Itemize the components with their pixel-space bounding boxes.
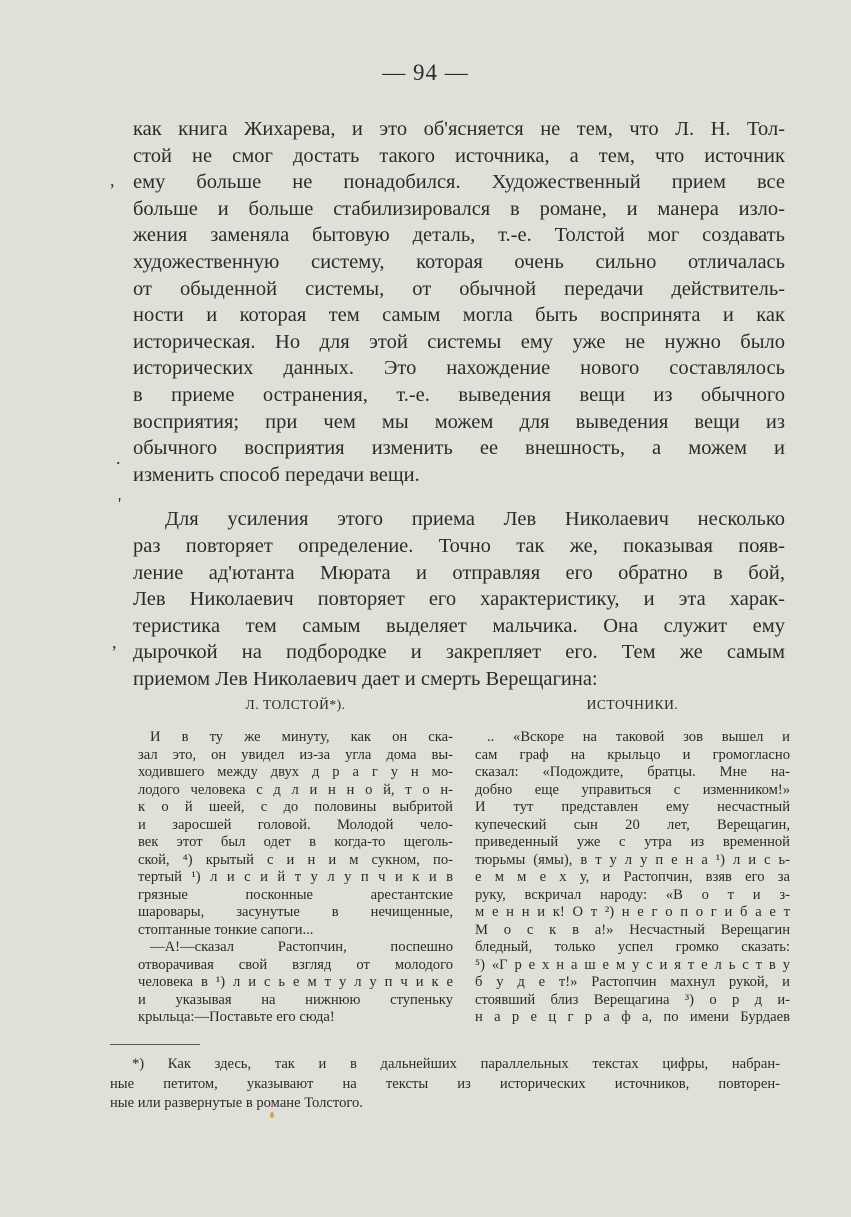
text-line: добно еще управиться с изменником!» bbox=[475, 781, 790, 798]
footnote bbox=[110, 1055, 780, 1114]
text-line: и заросшей головой. Молодой чело- bbox=[138, 816, 453, 833]
footnote-line: *) Как здесь, так и в дальнейших параллельных текстах цифры, набран- bbox=[132, 1056, 780, 1072]
text-line: ходившего между двух д р а г у н мо- bbox=[138, 764, 453, 780]
text-line: раз повторяет определение. Точно так же, показывая появ- bbox=[133, 534, 785, 557]
text-line: историческая. Но для этой системы ему уже не нужно было bbox=[133, 330, 785, 353]
text-line: исторических данных. Это нахождение нового составлялось bbox=[133, 357, 785, 380]
column-text bbox=[475, 729, 790, 1027]
text-line: приемом Лев Николаевич дает и смерть Верещагина: bbox=[133, 667, 598, 690]
footnote-line: ные или развернутые в романе Толстого. bbox=[110, 1095, 363, 1111]
paragraph-1 bbox=[133, 116, 785, 488]
text-line: грязные посконные арестантские bbox=[138, 886, 453, 903]
text-line: е м м е х у, и Растопчин, взяв его за bbox=[475, 869, 790, 885]
text-line: обычного восприятия изменить ее внешность, а можем и bbox=[133, 437, 785, 460]
text-line: Лев Николаевич повторяет его характеристику, и эта харак- bbox=[133, 588, 785, 611]
text-line: ление ад'ютанта Мюрата и отправляя его обратно в бой, bbox=[133, 561, 785, 584]
text-line: стой не смог достать такого источника, а тем, что источник bbox=[133, 144, 785, 167]
text-line: крыльца:—Поставьте его сюда! bbox=[138, 1009, 335, 1025]
text-line: зал это, он увидел из-за угла дома вы- bbox=[138, 746, 453, 763]
text-line: тертый ¹) л и с и й т у л у п ч и к и в bbox=[138, 869, 453, 885]
text-line: бледный, только успел громко сказать: bbox=[475, 939, 790, 955]
text-line: ности и которая тем самым могла быть воспринята и как bbox=[133, 304, 785, 327]
text-line: век этот был одет в когда-то щеголь- bbox=[138, 834, 453, 850]
text-line: отворачивая свой взгляд от молодого bbox=[138, 956, 453, 973]
text-line: изменить способ передачи вещи. bbox=[133, 463, 420, 486]
text-line: ⁵) «Г р е х н а ш е м у с и я т е л ь с т в у bbox=[475, 956, 790, 973]
page-number: — 94 — bbox=[382, 60, 469, 85]
column-heading: Л. ТОЛСТОЙ*). bbox=[245, 697, 346, 712]
sources-column bbox=[475, 697, 790, 1027]
text-line: —А!—сказал Растопчин, поспешно bbox=[150, 939, 453, 955]
footnote-divider bbox=[110, 1044, 200, 1045]
text-line: ему больше не понадобился. Художественный прием все bbox=[133, 171, 785, 194]
text-line: ской, ⁴) крытый с и н и м сукном, по- bbox=[138, 851, 453, 868]
text-line: больше и больше стабилизировался в романе, и манера изло- bbox=[133, 197, 785, 220]
text-line: приведенный уже с утра из временной bbox=[475, 834, 790, 850]
text-line: купеческий сын 20 лет, Верещагин, bbox=[475, 816, 790, 833]
text-line: в приеме остранения, т.-е. выведения вещи из обычного bbox=[133, 383, 785, 406]
text-line: дырочкой на подбородке и закрепляет его. Тем же самым bbox=[133, 641, 785, 664]
margin-mark: ' bbox=[118, 494, 122, 514]
text-line: к о й шеей, с до половины выбритой bbox=[138, 799, 453, 815]
paper-stain bbox=[270, 1112, 274, 1118]
text-line: сам граф на крыльцо и громогласно bbox=[475, 746, 790, 763]
column-text bbox=[138, 729, 453, 1027]
margin-mark: . bbox=[116, 448, 121, 468]
text-line: И тут представлен ему несчастный bbox=[475, 799, 790, 815]
tolstoy-column bbox=[138, 697, 453, 1027]
text-line: Для усиления этого приема Лев Николаевич несколько bbox=[165, 508, 785, 531]
footnote-line: ные петитом, указывают на тексты из исторических источников, повторен- bbox=[110, 1075, 780, 1092]
main-text bbox=[133, 116, 785, 692]
text-line: и указывая на нижнюю ступеньку bbox=[138, 991, 453, 1008]
text-line: м е н н и к! О т ²) н е г о п о г и б а е т bbox=[475, 904, 790, 920]
text-line: шаровары, засунутые в нечищенные, bbox=[138, 904, 453, 920]
text-line: человека в ¹) л и с ь е м т у л у п ч и к е bbox=[138, 974, 453, 990]
margin-mark: , bbox=[110, 170, 115, 190]
text-line: восприятия; при чем мы можем для выведения вещи из bbox=[133, 410, 785, 433]
text-line: б у д е т!» Растопчин махнул рукой, и bbox=[475, 974, 790, 990]
text-line: жения заменяла бытовую деталь, т.-е. Толстой мог создавать bbox=[133, 224, 785, 247]
column-heading: ИСТОЧНИКИ. bbox=[586, 697, 679, 712]
text-line: от обыденной системы, от обычной передачи действитель- bbox=[133, 277, 785, 300]
paragraph-2 bbox=[133, 506, 785, 692]
text-line: лодого человека с д л и н н о й, т о н- bbox=[138, 781, 453, 798]
text-line: стоптанные тонкие сапоги... bbox=[138, 921, 314, 938]
text-line: теристика тем самым выделяет мальчика. Она служит ему bbox=[133, 614, 785, 637]
parallel-texts bbox=[138, 697, 790, 1027]
text-line: сказал: «Подождите, братцы. Мне на- bbox=[475, 764, 790, 780]
text-line: как книга Жихарева, и это об'ясняется не тем, что Л. Н. Тол- bbox=[133, 118, 785, 140]
text-line: .. «Вскоре на таковой зов вышел и bbox=[487, 729, 790, 745]
text-line: художественную систему, которая очень сильно отличалась bbox=[133, 250, 785, 273]
text-line: стоявший близ Верещагина ³) о р д и- bbox=[475, 991, 790, 1008]
margin-mark: , bbox=[112, 632, 117, 652]
text-line: тюрьмы (ямы), в т у л у п е н а ¹) л и с ь- bbox=[475, 851, 790, 868]
text-line: руку, вскричал народу: «В о т и з- bbox=[475, 886, 790, 903]
text-line: И в ту же минуту, как он ска- bbox=[150, 729, 453, 745]
text-line: М о с к в а!» Несчастный Верещагин bbox=[475, 921, 790, 938]
text-line: н а р е ц г р а ф а, по имени Бурдаев bbox=[475, 1009, 790, 1025]
